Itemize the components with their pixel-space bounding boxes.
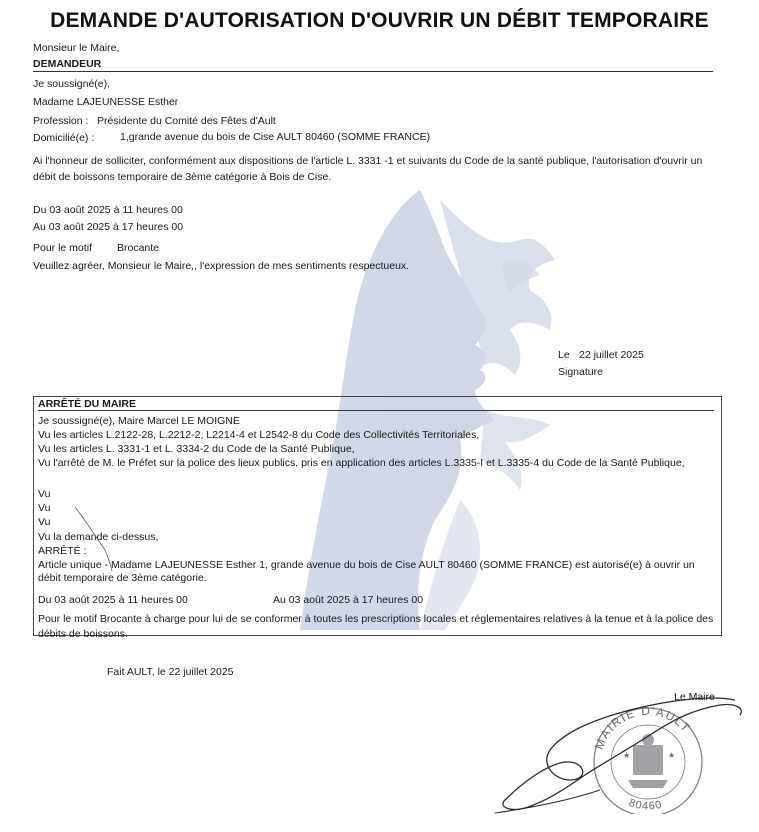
demandeur-name: Madame LAJEUNESSE Esther: [33, 96, 179, 108]
date-value: 22 juillet 2025: [579, 349, 644, 361]
motif-label: Pour le motif: [33, 242, 92, 254]
maire-line: Je soussigné(e), Maire Marcel LE MOIGNE: [38, 415, 240, 427]
le-maire-label: Le Maire: [674, 691, 715, 703]
vu-blank-3: Vu: [38, 516, 51, 528]
demandeur-rule: [33, 71, 713, 72]
domicile-label: Domicilié(e) :: [33, 132, 95, 144]
vu-demande: Vu la demande ci-dessus,: [38, 531, 159, 543]
domicile-value: 1,grande avenue du bois de Cise AULT 80460 (SOMME FRANCE): [120, 131, 431, 143]
fait-line: Fait AULT, le 22 juillet 2025: [107, 666, 234, 678]
soussigne-text: Je soussigné(e),: [33, 78, 111, 90]
vu-line-1: Vu les articles L.2122-28, L.2212-2, L2214-4 et L2542-8 du Code des Collectivités Territoriales,: [38, 429, 480, 441]
motif-value: Brocante: [117, 242, 160, 254]
closing-formula: Veuillez agréer, Monsieur le Maire,, l'expression de mes sentiments respectueux.: [33, 260, 410, 272]
vu-line-2: Vu les articles L. 3331-1 et L. 3334-2 du Code de la Santé Publique,: [38, 443, 355, 455]
profession-label: Profession :: [33, 115, 89, 127]
arrete-label: ARRÊTÉ :: [38, 545, 87, 557]
arrete-date-to: Au 03 août 2025 à 17 heures 00: [273, 594, 424, 606]
arrete-header: ARRÊTÉ DU MAIRE: [38, 398, 137, 410]
pen-mark: [70, 505, 130, 575]
salutation: Monsieur le Maire,: [33, 42, 120, 54]
demandeur-header: DEMANDEUR: [33, 58, 102, 70]
profession-value: Présidente du Comité des Fêtes d'Ault: [97, 115, 276, 127]
vu-blank-1: Vu: [38, 488, 51, 500]
svg-text:MAIRIE D'AULT: MAIRIE D'AULT: [591, 703, 694, 752]
article-unique: Article unique - Madame LAJEUNESSE Esther 1, grande avenue du bois de Cise AULT 80460 (SOMME FRANCE) est autorisé(e) à ouvrir un débit temporaire de 3ème catégorie.: [38, 559, 695, 584]
vu-blank-2: Vu: [38, 502, 51, 514]
svg-text:★: ★: [668, 751, 676, 760]
signature-label: Signature: [558, 366, 603, 378]
mayor-signature: [490, 690, 750, 820]
arrete-motif: Pour le motif Brocante à charge pour lui de se conformer à toutes les prescriptions locales et réglementaires relatives à la tenue et à la police des débits de boissons.: [38, 613, 714, 640]
svg-text:80460: 80460: [627, 796, 664, 813]
vu-line-3: Vu l'arrêté de M. le Préfet sur la police des lieux publics, pris en application des articles L.3335-I et L.3335-4 du Code de la Santé Publique,: [38, 457, 685, 469]
svg-text:★: ★: [623, 751, 631, 760]
request-paragraph: Ai l'honneur de solliciter, conformément aux dispositions de l'article L. 3331 -1 et suivants du Code de la santé publique, l'autorisation d'ouvrir un débit de boissons temporaire de 3ème catégorie à Bois de Cise.: [33, 155, 703, 183]
date-label: Le: [558, 349, 570, 361]
page-title: DEMANDE D'AUTORISATION D'OUVRIR UN DÉBIT TEMPORAIRE: [50, 9, 709, 32]
arrete-rule: [38, 410, 714, 411]
date-to: Au 03 août 2025 à 17 heures 00: [33, 221, 184, 233]
arrete-date-from: Du 03 août 2025 à 11 heures 00: [38, 594, 188, 606]
date-from: Du 03 août 2025 à 11 heures 00: [33, 204, 183, 216]
